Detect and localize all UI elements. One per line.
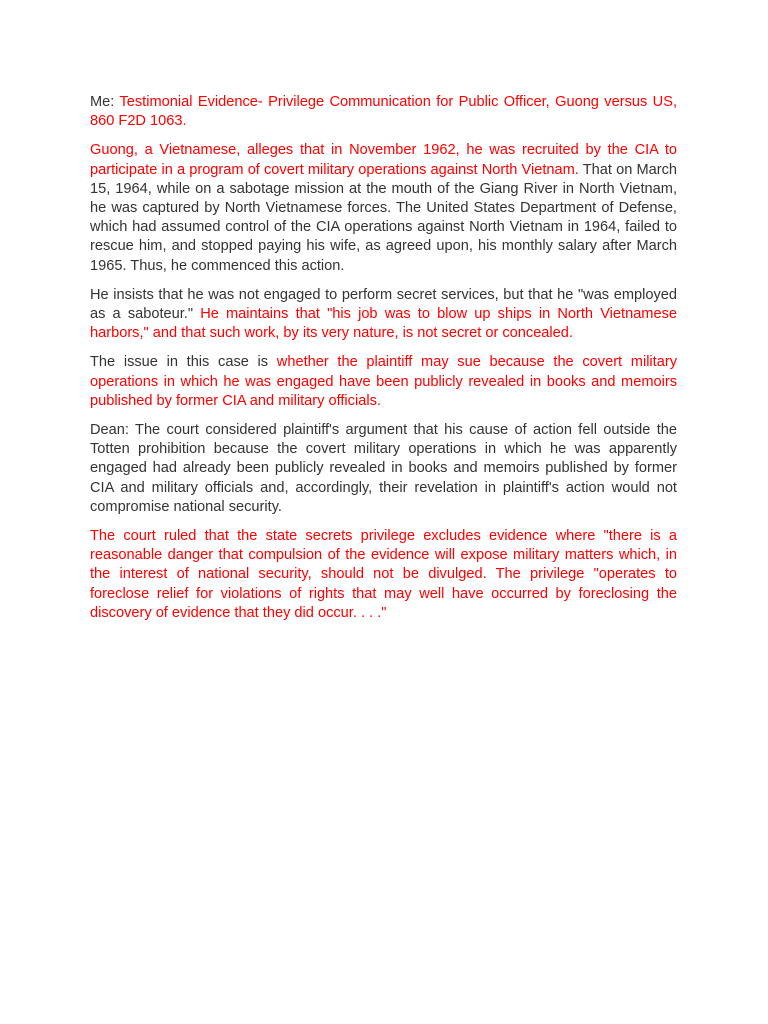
facts-highlight: Guong, a Vietnamese, alleges that in November 1962, he was recruited by the CIA to participate in a program of covert military operations against North Vietnam.	[90, 142, 677, 178]
facts-text: That on March 15, 1964, while on a sabotage mission at the mouth of the Giang River in North Vietnam, he was captured by North Vietnamese forces. The United States Department of Defense, which had assumed control of the CIA operations against North Vietnam in 1964, failed to rescue him, and stopped paying his wife, as agreed upon, his monthly salary after March 1965. Thus, he commenced this action.	[90, 161, 678, 274]
argument-text: He insists that he was not engaged to perform secret services, but that he "was employed as a saboteur."	[90, 286, 677, 323]
case-title: Testimonial Evidence- Privilege Communication for Public Officer, Guong versus US, 860 F2D 1063.	[90, 94, 677, 130]
document-body	[90, 93, 677, 633]
argument-highlight: He maintains that "his job was to blow up ships in North Vietnamese harbors," and that such work, by its very nature, is not secret or concealed.	[90, 306, 677, 342]
paragraph-ruling	[90, 527, 677, 623]
ruling-text: The court ruled that the state secrets privilege excludes evidence where "there is a reasonable danger that compulsion of the evidence will expose military matters which, in the interest of national security, should not be divulged. The privilege "operates to foreclose relief for violations of rights that may well have occurred by foreclosing the discovery of evidence that they did occur. . . ."	[90, 528, 677, 621]
paragraph-issue	[90, 353, 677, 411]
paragraph-me-heading	[90, 93, 677, 131]
paragraph-argument	[90, 286, 677, 344]
issue-highlight: whether the plaintiff may sue because the covert military operations in which he was engaged have been publicly revealed in books and memoirs published by former CIA and military officials.	[90, 354, 678, 409]
paragraph-dean	[90, 421, 677, 517]
dean-text: Dean: The court considered plaintiff's argument that his cause of action fell outside the Totten prohibition because the covert military operations in which he was apparently engaged had already been publicly revealed in books and memoirs published by former CIA and military officials and, accordingly, their revelation in plaintiff's action would not compromise national security.	[90, 422, 677, 515]
issue-lead: The issue in this case is	[90, 354, 277, 371]
paragraph-facts	[90, 141, 677, 275]
speaker-label: Me:	[90, 94, 120, 110]
